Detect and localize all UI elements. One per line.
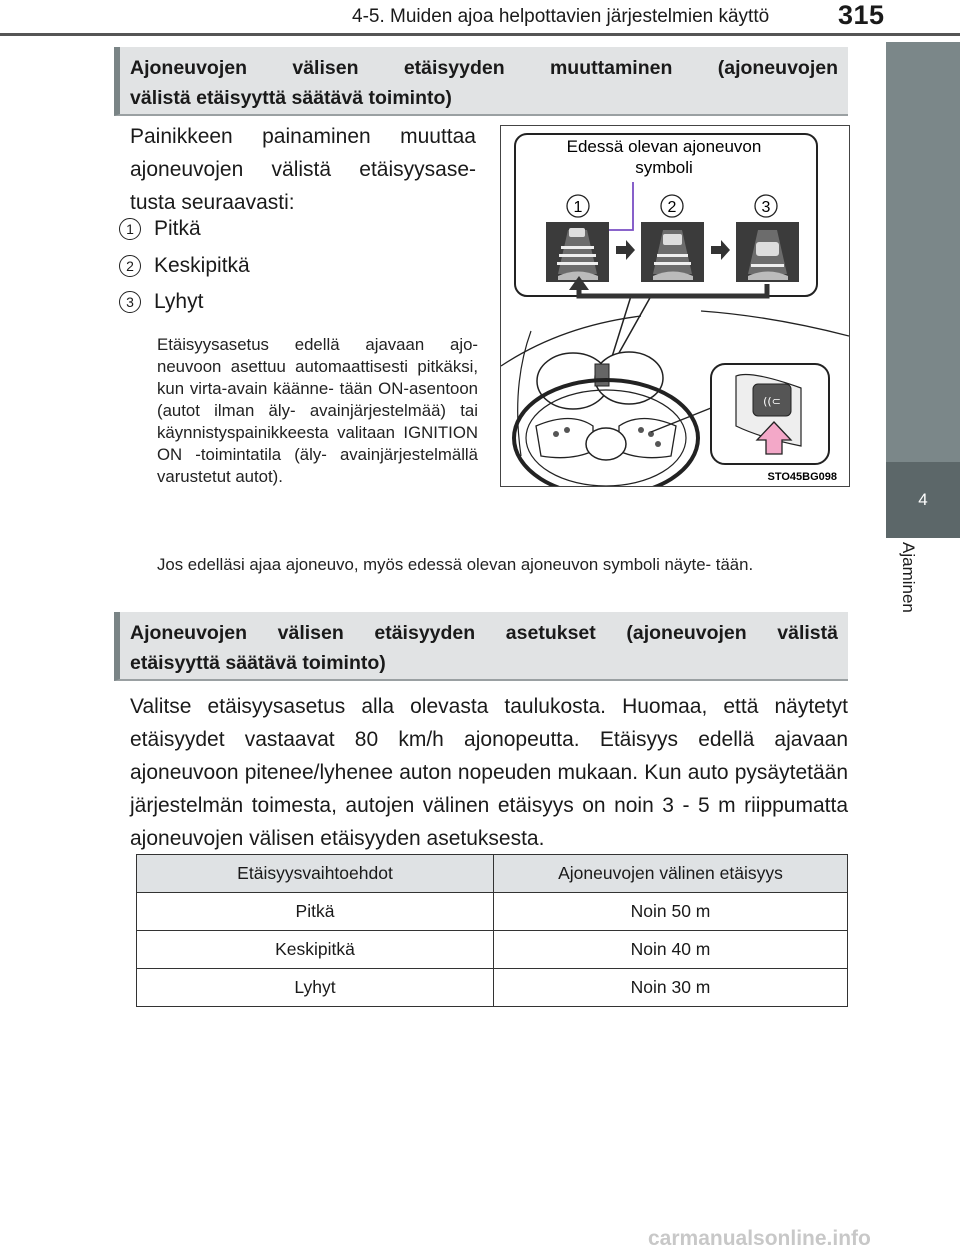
item-marker: 2 — [119, 255, 141, 277]
steering-wheel-illustration — [501, 126, 849, 486]
table-row — [137, 969, 848, 1007]
distance-settings-table — [136, 854, 848, 1007]
distance-display-medium — [641, 222, 704, 282]
list-item — [119, 290, 203, 320]
vehicle-ahead-icon — [663, 234, 682, 245]
table-header-row — [137, 855, 848, 893]
item-marker: 1 — [119, 218, 141, 240]
item-label: Keskipitkä — [154, 254, 250, 277]
settings-paragraph: Valitse etäisyysasetus alla olevasta taulukosta. Huomaa, että näytetyt etäisyydet vastaavat 80 km/h ajonopeutta. Etäisyys edellä ajavaan ajoneuvoon pitenee/lyhenee auton nopeuden mukaan. Kun auto pysäytetään järjestelmän toimesta, autojen välinen etäisyys on noin 3 - 5 m riippumatta ajoneuvojen välisen etäisyyden asetuksesta. — [130, 695, 848, 850]
vehicle-ahead-icon — [569, 228, 585, 237]
table-cell: Noin 50 m — [494, 893, 848, 931]
page-number: 315 — [838, 0, 885, 30]
distance-display-long — [546, 222, 609, 282]
section-heading-1 — [114, 47, 848, 116]
table-header-cell: Ajoneuvojen välinen etäisyys — [494, 855, 848, 893]
distance-display-short — [736, 222, 799, 282]
section-heading-1-line2: välistä etäisyyttä säätävä toiminto) — [130, 87, 452, 109]
note-paragraph-2: Jos edelläsi ajaa ajoneuvo, myös edessä olevan ajoneuvon symboli näyte- tään. — [157, 555, 754, 574]
section-heading-2-line2: etäisyyttä säätävä toiminto) — [130, 652, 386, 674]
watermark[interactable]: carmanualsonline.info — [648, 1227, 871, 1250]
chapter-title-tab — [898, 542, 918, 662]
header-section-title: 4-5. Muiden ajoa helpottavien järjestelmien käyttö — [352, 6, 770, 27]
figure-marker-2: 2 — [667, 199, 677, 216]
chapter-title: Ajaminen — [899, 542, 918, 613]
list-item — [119, 254, 250, 284]
multi-info-display — [595, 364, 609, 386]
callout-label-line2: symboli — [635, 158, 693, 177]
note-paragraph: Etäisyysasetus edellä ajavaan ajo- neuvoon asettuu automaattisesti pitkäksi, kun virta-avain käänne- tään ON-asentoon (autot ilman äly- avainjärjestelmää) tai käynnistyspainikkeesta valitaan IGNITION ON -toimintatila (äly- avainjärjestelmällä varustetut autot). — [157, 335, 478, 486]
section-heading-2-line1: Ajoneuvojen välisen etäisyyden asetukset (ajoneuvojen välistä — [130, 622, 838, 644]
table-cell: Lyhyt — [137, 969, 494, 1007]
header-rule — [0, 33, 960, 36]
table-header-cell: Etäisyysvaihtoehdot — [137, 855, 494, 893]
table-cell: Pitkä — [137, 893, 494, 931]
side-tab-top — [886, 42, 960, 462]
item-marker: 3 — [119, 291, 141, 313]
item-label: Pitkä — [154, 217, 201, 240]
table-row — [137, 893, 848, 931]
illustration — [500, 125, 850, 487]
svg-text:((⊂: ((⊂ — [763, 395, 781, 408]
figure-marker-1: 1 — [573, 199, 583, 216]
section-heading-2 — [114, 612, 848, 681]
vehicle-ahead-icon — [756, 242, 779, 256]
section-heading-1-line1: Ajoneuvojen välisen etäisyyden muuttaminen (ajoneuvojen — [130, 57, 838, 79]
table-row — [137, 931, 848, 969]
table-cell: Keskipitkä — [137, 931, 494, 969]
intro-paragraph: Painikkeen painaminen muuttaa ajoneuvojen välistä etäisyysase- tusta seuraavasti: — [130, 125, 476, 214]
table-cell: Noin 30 m — [494, 969, 848, 1007]
item-label: Lyhyt — [154, 290, 204, 313]
chapter-number-tab[interactable]: 4 — [886, 462, 960, 538]
list-item — [119, 217, 201, 247]
figure-code: STO45BG098 — [767, 471, 837, 483]
table-cell: Noin 40 m — [494, 931, 848, 969]
callout-label-line1: Edessä olevan ajoneuvon — [566, 137, 762, 156]
figure-marker-3: 3 — [761, 199, 771, 216]
